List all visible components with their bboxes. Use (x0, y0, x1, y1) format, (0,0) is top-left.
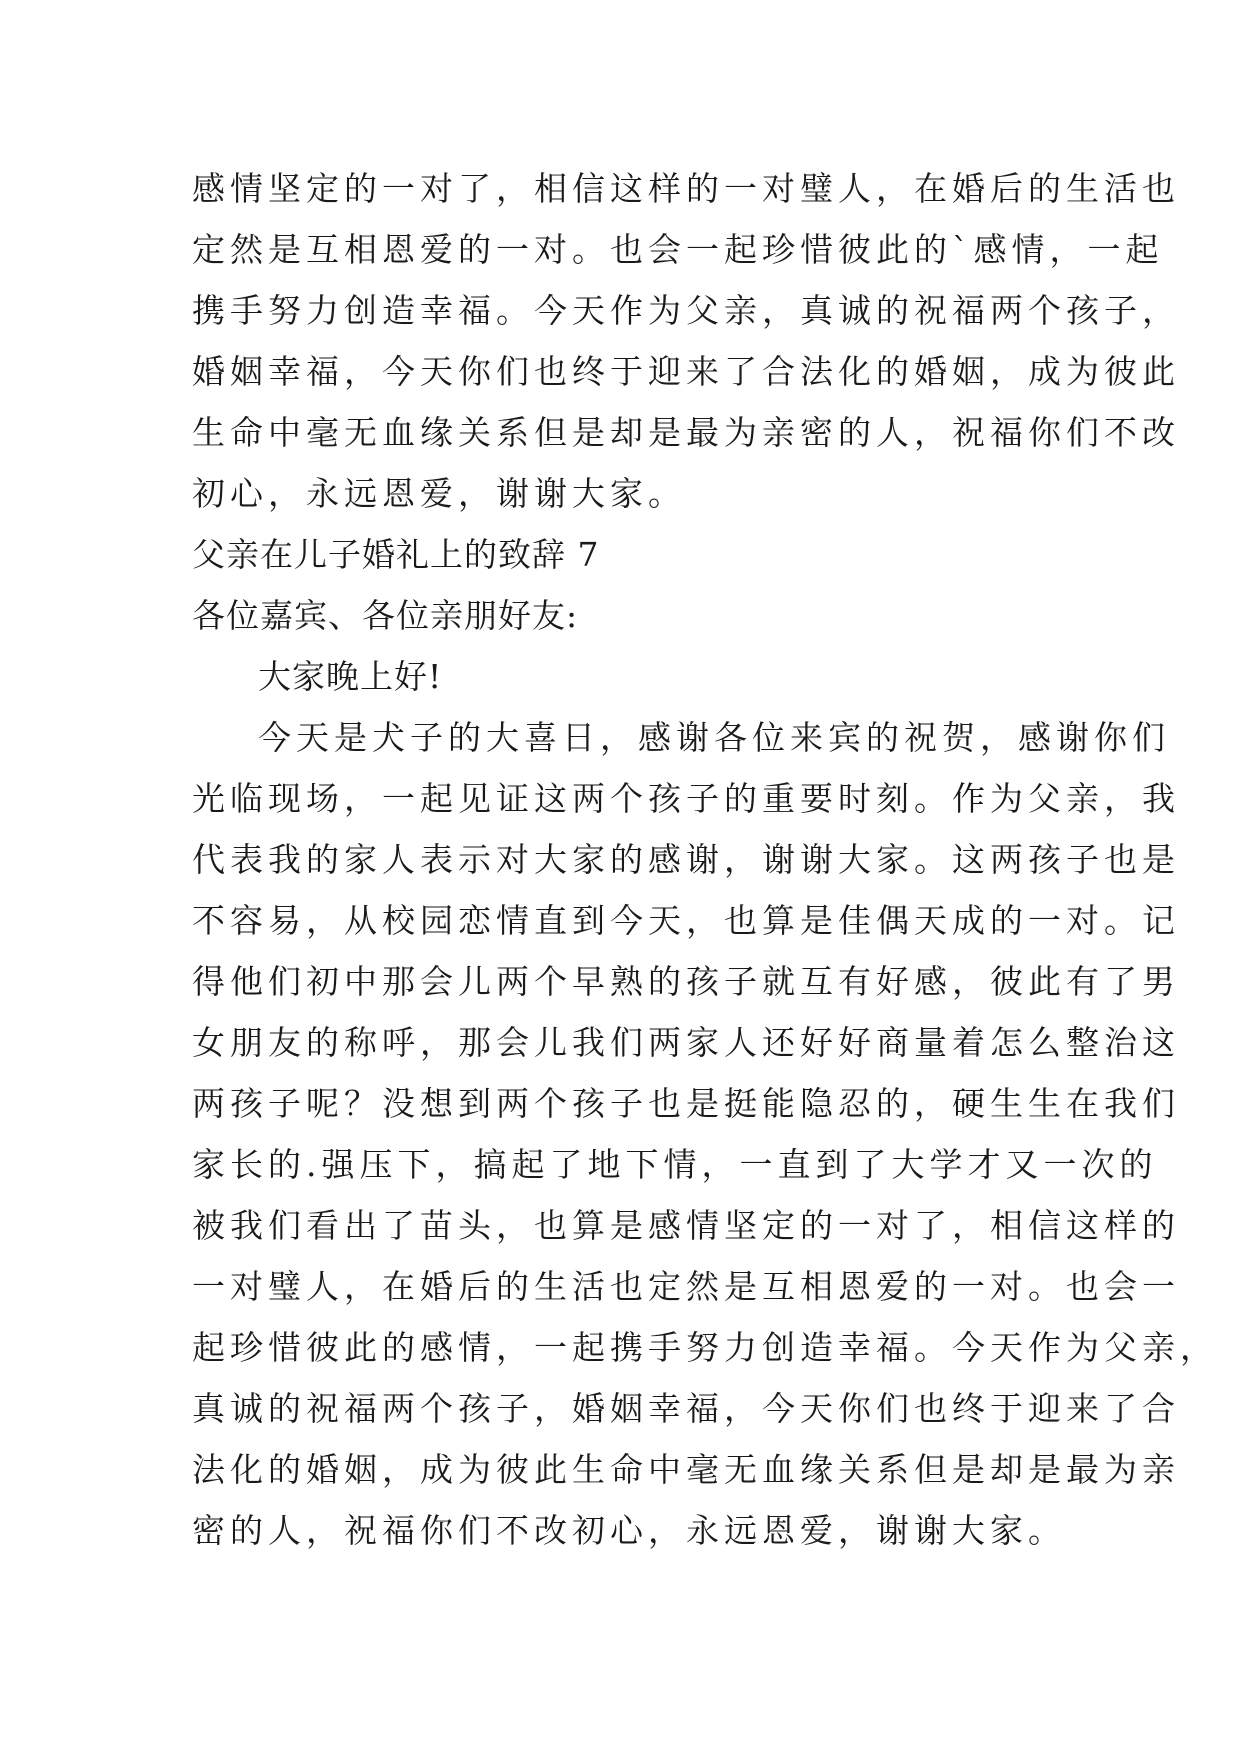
text-line: 起珍惜彼此的感情，一起携手努力创造幸福。今天作为父亲， (192, 1328, 1218, 1367)
text-line: 一对璧人，在婚后的生活也定然是互相恩爱的一对。也会一 (192, 1267, 1180, 1306)
text-line: 定然是互相恩爱的一对。也会一起珍惜彼此的`感情，一起 (192, 230, 1164, 269)
text-line: 得他们初中那会儿两个早熟的孩子就互有好感，彼此有了男 (192, 962, 1180, 1001)
text-line: 女朋友的称呼，那会儿我们两家人还好好商量着怎么整治这 (192, 1023, 1180, 1062)
text-line: 婚姻幸福，今天你们也终于迎来了合法化的婚姻，成为彼此 (192, 352, 1180, 391)
text-line: 不容易，从校园恋情直到今天，也算是佳偶天成的一对。记 (192, 901, 1180, 940)
greeting: 大家晚上好! (258, 657, 443, 696)
text-line: 家长的.强压下，搞起了地下情，一直到了大学才又一次的 (192, 1145, 1158, 1184)
text-line: 代表我的家人表示对大家的感谢，谢谢大家。这两孩子也是 (192, 840, 1180, 879)
text-line: 密的人，祝福你们不改初心，永远恩爱，谢谢大家。 (192, 1511, 1066, 1550)
salutation: 各位嘉宾、各位亲朋好友: (192, 596, 579, 635)
section-heading: 父亲在儿子婚礼上的致辞 7 (192, 535, 600, 574)
text-line: 真诚的祝福两个孩子，婚姻幸福，今天你们也终于迎来了合 (192, 1389, 1180, 1428)
text-line: 感情坚定的一对了，相信这样的一对璧人，在婚后的生活也 (192, 169, 1180, 208)
text-line: 被我们看出了苗头，也算是感情坚定的一对了，相信这样的 (192, 1206, 1180, 1245)
document-body (192, 158, 1218, 1561)
text-line: 生命中毫无血缘关系但是却是最为亲密的人，祝福你们不改 (192, 413, 1180, 452)
text-line: 初心，永远恩爱，谢谢大家。 (192, 474, 686, 513)
text-line: 今天是犬子的大喜日，感谢各位来宾的祝贺，感谢你们 (258, 718, 1170, 757)
text-line: 法化的婚姻，成为彼此生命中毫无血缘关系但是却是最为亲 (192, 1450, 1180, 1489)
text-line: 两孩子呢？没想到两个孩子也是挺能隐忍的，硬生生在我们 (192, 1084, 1180, 1123)
text-line: 携手努力创造幸福。今天作为父亲，真诚的祝福两个孩子， (192, 291, 1180, 330)
text-line: 光临现场，一起见证这两个孩子的重要时刻。作为父亲，我 (192, 779, 1180, 818)
